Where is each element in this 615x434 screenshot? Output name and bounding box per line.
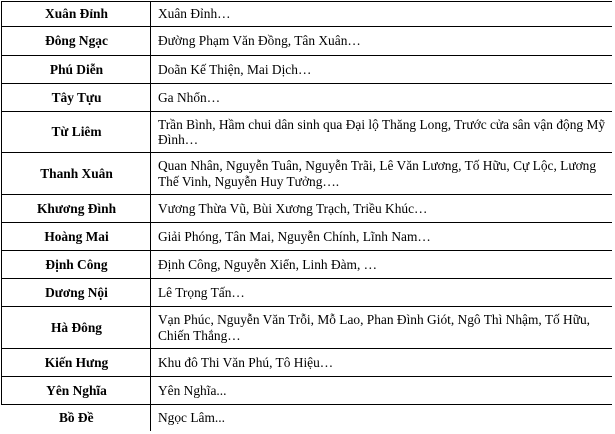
- table-row: [2, 349, 612, 377]
- ward-name-cell: Khương Đình: [2, 195, 151, 223]
- ward-street-table: [1, 1, 612, 431]
- street-list-cell: Yên Nghĩa...: [151, 377, 612, 405]
- ward-name-cell: Kiến Hưng: [2, 349, 151, 377]
- ward-name-cell: Xuân Đỉnh: [2, 2, 151, 27]
- table-row: [2, 223, 612, 251]
- ward-name-cell: Từ Liêm: [2, 112, 151, 153]
- street-list-cell: Vạn Phúc, Nguyễn Văn Trỗi, Mỗ Lao, Phan Đình Giót, Ngô Thì Nhậm, Tố Hữu, Chiến Thắng…: [151, 307, 612, 349]
- ward-name-cell: Đông Ngạc: [2, 27, 151, 56]
- table-row: [2, 377, 612, 405]
- ward-name-cell: Định Công: [2, 251, 151, 279]
- ward-name-cell: Tây Tựu: [2, 84, 151, 112]
- ward-name-cell: Hoàng Mai: [2, 223, 151, 251]
- street-list-cell: Xuân Đỉnh…: [151, 2, 612, 27]
- table-row: [2, 279, 612, 307]
- ward-name-cell: Yên Nghĩa: [2, 377, 151, 405]
- table-row: [2, 153, 612, 195]
- ward-name-cell: Bồ Đề: [2, 405, 151, 431]
- street-list-cell: Quan Nhân, Nguyễn Tuân, Nguyễn Trãi, Lê Văn Lương, Tố Hữu, Cự Lộc, Lương Thế Vinh, Nguyễn Huy Tưởng….: [151, 153, 612, 195]
- ward-name-cell: Thanh Xuân: [2, 153, 151, 195]
- street-list-cell: Trần Bình, Hầm chui dân sinh qua Đại lộ Thăng Long, Trước cửa sân vận động Mỹ Đình…: [151, 112, 612, 153]
- table-row: [2, 195, 612, 223]
- ward-name-cell: Hà Đông: [2, 307, 151, 349]
- ward-name-cell: Phú Diễn: [2, 56, 151, 84]
- table-row: [2, 251, 612, 279]
- street-list-cell: Doãn Kế Thiện, Mai Dịch…: [151, 56, 612, 84]
- street-list-cell: Ngọc Lâm...: [151, 405, 612, 431]
- street-list-cell: Định Công, Nguyễn Xiển, Linh Đàm, …: [151, 251, 612, 279]
- street-list-cell: Giải Phóng, Tân Mai, Nguyễn Chính, Lĩnh Nam…: [151, 223, 612, 251]
- table-body: [2, 2, 612, 431]
- table-row: [2, 56, 612, 84]
- table-row: [2, 307, 612, 349]
- ward-name-cell: Dương Nội: [2, 279, 151, 307]
- table-row: [2, 405, 612, 431]
- table-row: [2, 84, 612, 112]
- street-list-cell: Vương Thừa Vũ, Bùi Xương Trạch, Triều Khúc…: [151, 195, 612, 223]
- street-list-cell: Lê Trọng Tấn…: [151, 279, 612, 307]
- street-list-cell: Đường Phạm Văn Đồng, Tân Xuân…: [151, 27, 612, 56]
- table-row: [2, 2, 612, 27]
- street-list-cell: Khu đô Thi Văn Phú, Tô Hiệu…: [151, 349, 612, 377]
- street-list-cell: Ga Nhổn…: [151, 84, 612, 112]
- table-row: [2, 27, 612, 56]
- table-row: [2, 112, 612, 153]
